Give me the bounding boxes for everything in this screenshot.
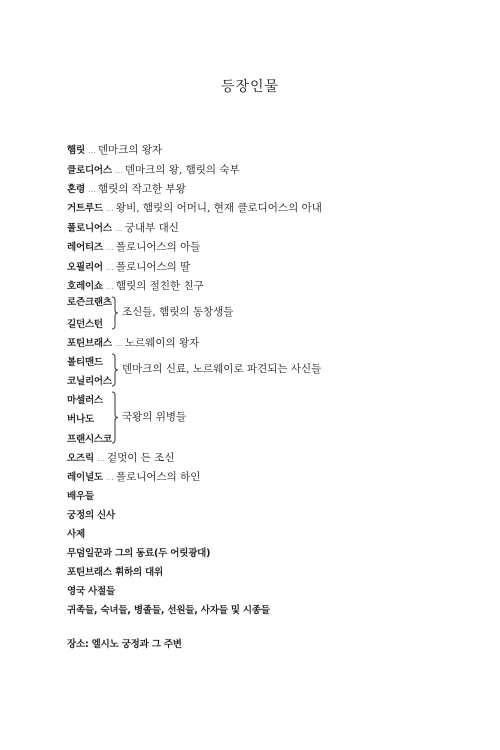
ellipsis-separator: … — [87, 185, 95, 194]
other-character: 궁정의 신사 — [67, 510, 115, 521]
character-name: 오즈릭 — [67, 453, 94, 464]
character-entry — [67, 161, 240, 178]
other-character: 포틴브래스 휘하의 대위 — [67, 567, 163, 578]
ellipsis-separator: … — [87, 146, 95, 155]
character-description: 폴로니어스의 딸 — [115, 261, 191, 273]
character-description: 폴로니어스의 하인 — [115, 471, 201, 483]
group-member-name: 길던스턴 — [67, 319, 103, 330]
character-description: 햄릿의 절친한 친구 — [115, 280, 204, 292]
character-description: 덴마크의 왕, 햄릿의 숙부 — [124, 164, 240, 176]
brace-icon — [108, 353, 122, 387]
character-entry — [67, 219, 179, 236]
character-name: 포틴브래스 — [67, 338, 112, 349]
other-character: 사제 — [67, 529, 85, 540]
character-description: 왕비, 햄릿의 어머니, 현재 클로디어스의 아내 — [115, 202, 322, 214]
ellipsis-separator: … — [105, 263, 113, 272]
character-name: 오필리어 — [67, 262, 103, 273]
character-description: 궁내부 대신 — [124, 222, 179, 234]
character-name: 레이널도 — [67, 472, 103, 483]
group-member-name: 코닐리어스 — [67, 376, 112, 387]
character-entry — [67, 199, 322, 216]
group-member-name: 마셀러스 — [67, 395, 103, 406]
group-description: 덴마크의 신료, 노르웨이로 파견되는 사신들 — [122, 363, 322, 375]
other-character: 귀족들, 숙녀들, 병졸들, 선원들, 사자들 및 시종들 — [67, 605, 270, 616]
character-description: 폴로니어스의 아들 — [115, 241, 201, 253]
character-description: 햄릿의 작고한 부왕 — [97, 183, 186, 195]
character-description: 겉멋이 든 조신 — [106, 452, 175, 464]
character-entry — [67, 238, 200, 255]
ellipsis-separator: … — [105, 282, 113, 291]
group-member-name: 로즌크랜츠 — [67, 297, 112, 308]
character-entry — [67, 141, 162, 158]
character-entry — [67, 277, 204, 294]
ellipsis-separator: … — [96, 454, 104, 463]
character-description: 덴마크의 왕자 — [97, 144, 163, 156]
character-name: 폴로니어스 — [67, 223, 112, 234]
character-name: 거트루드 — [67, 203, 103, 214]
group-member-name: 볼티맨드 — [67, 357, 103, 368]
character-entry — [67, 334, 199, 351]
ellipsis-separator: … — [105, 204, 113, 213]
character-entry — [67, 468, 200, 485]
ellipsis-separator: … — [114, 339, 122, 348]
ellipsis-separator: … — [105, 243, 113, 252]
other-character: 영국 사절들 — [67, 586, 115, 597]
ellipsis-separator: … — [105, 473, 113, 482]
place-note: 장소: 엘시노 궁정과 그 주변 — [67, 639, 182, 650]
group-description: 국왕의 위병들 — [122, 411, 187, 423]
other-character: 배우들 — [67, 491, 94, 502]
brace-icon — [108, 391, 122, 444]
character-entry — [67, 258, 190, 275]
group-description: 조신들, 햄릿의 동창생들 — [122, 306, 234, 318]
page-title: 등장인물 — [220, 79, 280, 95]
group-member-name: 버나도 — [67, 414, 94, 425]
other-character: 무덤일꾼과 그의 동료(두 어릿광대) — [67, 548, 211, 559]
ellipsis-separator: … — [114, 224, 122, 233]
character-name: 레어티즈 — [67, 242, 103, 253]
character-name: 클로디어스 — [67, 165, 112, 176]
character-name: 호레이쇼 — [67, 281, 103, 292]
character-name: 혼령 — [67, 184, 85, 195]
character-entry — [67, 180, 186, 197]
character-entry — [67, 449, 174, 466]
character-description: 노르웨이의 왕자 — [124, 337, 200, 349]
character-name: 햄릿 — [67, 145, 85, 156]
brace-icon — [108, 296, 122, 330]
ellipsis-separator: … — [114, 166, 122, 175]
group-member-name: 프랜시스코 — [67, 434, 112, 445]
